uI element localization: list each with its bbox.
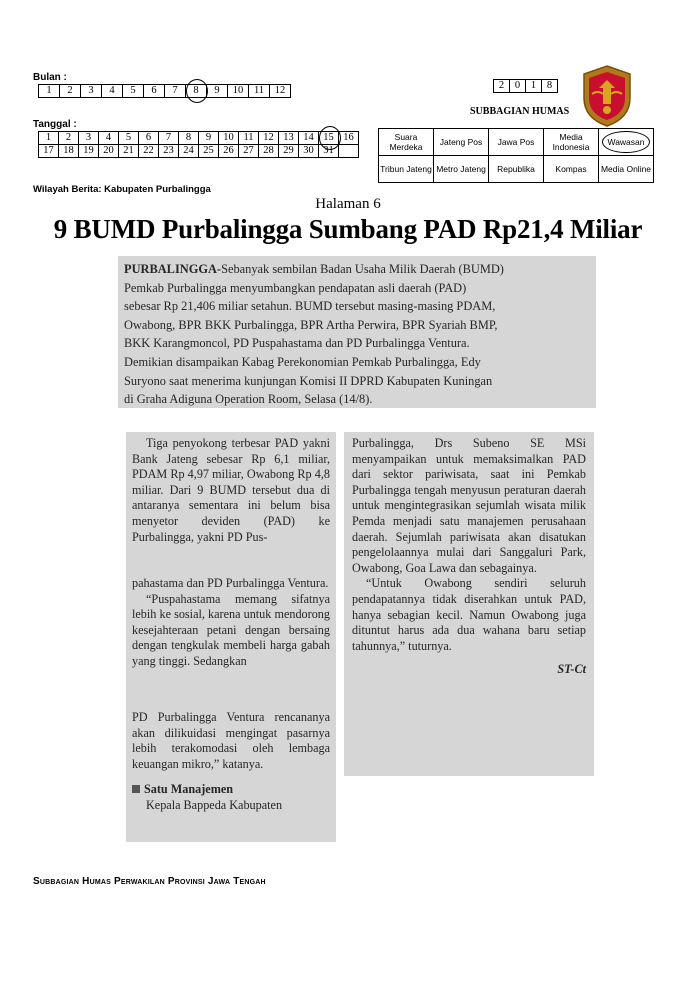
column-1c-text-1: PD Purbalingga Ventura rencananya akan dilikuidasi mengingat pasarnya lebih terakomodasi oleh lembaga keuangan mikro,” katanya. <box>132 710 330 771</box>
date-cell: 25 <box>199 145 219 158</box>
lead-line-4: Owabong, BPR BKK Purbalingga, BPR Artha Perwira, BPR Syariah BMP, <box>124 317 498 332</box>
date-grid <box>38 131 359 158</box>
media-cell: Kompas <box>544 156 599 183</box>
date-cell: 8 <box>179 132 199 145</box>
date-cell: 24 <box>179 145 199 158</box>
headline: 9 BUMD Purbalingga Sumbang PAD Rp21,4 Miliar <box>53 214 643 244</box>
column-1b-text-1: pahastama dan PD Purbalingga Ventura. <box>132 576 329 590</box>
month-cell: 1 <box>39 85 60 98</box>
lead-line-7: Suryono saat menerima kunjungan Komisi II DPRD Kabupaten Kuningan <box>124 373 493 388</box>
unit-title: SUBBAGIAN HUMAS <box>470 106 570 117</box>
column-2-text-1: Purbalingga, Drs Subeno SE MSi menyampaikan untuk memaksimalkan PAD dari sektor pariwisata, saat ini Pemkab Purbalingga tengah menyusun peraturan daerah untuk mengintegrasikan sejumlah wisata milik Pemda menjadi satu manajemen perusahaan daerah. Sejumlah pariwisata akan disatukan pengelolaannya mulai dari Sanggaluri Park, Owabong, Goa Lawa dan sebagainya. <box>352 436 586 575</box>
date-cell: 17 <box>39 145 59 158</box>
column-2 <box>344 432 594 776</box>
lead-line-2: Pemkab Purbalingga menyumbangkan pendapatan asli daerah (PAD) <box>124 280 467 295</box>
date-cell: 28 <box>259 145 279 158</box>
subhead-square-icon <box>132 785 140 793</box>
month-cell: 7 <box>165 85 186 98</box>
media-cell: Jawa Pos <box>489 129 544 156</box>
date-cell: 18 <box>59 145 79 158</box>
subhead-satu-manajemen: Satu Manajemen <box>132 782 330 798</box>
month-cell: 10 <box>228 85 249 98</box>
media-cell: Tribun Jateng <box>379 156 434 183</box>
page-number: Halaman 6 <box>315 196 381 212</box>
date-cell: 30 <box>299 145 319 158</box>
date-cell: 5 <box>119 132 139 145</box>
month-cell: 6 <box>144 85 165 98</box>
lead-line-5: BKK Karangmoncol, PD Puspahastama dan PD Purbalingga Ventura. <box>124 336 470 351</box>
provincial-emblem-logo <box>578 64 636 128</box>
date-cell: 12 <box>259 132 279 145</box>
column-1b-text-2: “Puspahastama memang sifatnya lebih ke sosial, karena untuk mendorong kesejahteraan petani dengan bersaing dengan tengkulak membeli harga gabah yang tinggi. Sedangkan <box>132 591 330 668</box>
date-cell: 16 <box>339 132 359 145</box>
date-cell: 9 <box>199 132 219 145</box>
media-cell: Jateng Pos <box>434 129 489 156</box>
date-cell: 14 <box>299 132 319 145</box>
year-digit-cell: 0 <box>510 80 526 93</box>
date-cell: 29 <box>279 145 299 158</box>
date-cell: 22 <box>139 145 159 158</box>
wilayah-berita: Wilayah Berita: Kabupaten Purbalingga <box>33 184 211 195</box>
tanggal-label: Tanggal : <box>33 119 77 130</box>
column-1-part-a <box>126 432 336 572</box>
year-digit-cell: 2 <box>494 80 510 93</box>
date-cell: 3 <box>79 132 99 145</box>
date-cell: 31 <box>319 145 339 158</box>
date-cell: 13 <box>279 132 299 145</box>
month-cell: 2 <box>60 85 81 98</box>
month-cell: 4 <box>102 85 123 98</box>
date-cell: 20 <box>99 145 119 158</box>
date-cell: 10 <box>219 132 239 145</box>
date-cell: 1 <box>39 132 59 145</box>
dateline: PURBALINGGA- <box>124 262 222 276</box>
footer-unit: Subbagian Humas Perwakilan Provinsi Jawa Tengah <box>33 876 266 887</box>
date-cell: 19 <box>79 145 99 158</box>
month-cell-selected: 8 <box>186 85 207 98</box>
year-digit-cell: 1 <box>526 80 542 93</box>
lead-line-8: di Graha Adiguna Operation Room, Selasa (14/8). <box>124 392 373 407</box>
column-1a-text: Tiga penyokong terbesar PAD yakni Bank Jateng sebesar Rp 6,1 miliar, PDAM Rp 4,97 miliar, Owabong Rp 4,8 miliar. Dari 9 BUMD tersebut dua di antaranya sementara ini belum bisa menyetor deviden (PAD) ke Purbalingga, yakni PD Pus- <box>132 436 330 544</box>
media-cell: Suara Merdeka <box>379 129 434 156</box>
media-cell-selected: Wawasan <box>599 129 654 156</box>
month-cell: 5 <box>123 85 144 98</box>
date-cell: 6 <box>139 132 159 145</box>
date-cell: 21 <box>119 145 139 158</box>
month-cell: 11 <box>249 85 270 98</box>
date-cell: 2 <box>59 132 79 145</box>
date-cell <box>339 145 359 158</box>
lead-line-1: PURBALINGGA-Sebanyak sembilan Badan Usaha Milik Daerah (BUMD) <box>124 262 504 276</box>
month-cell: 12 <box>270 85 291 98</box>
lead-line-3: sebesar Rp 21,406 miliar setahun. BUMD tersebut masing-masing PDAM, <box>124 299 496 314</box>
media-cell: Republika <box>489 156 544 183</box>
month-cell: 9 <box>207 85 228 98</box>
column-2-text-2: “Untuk Owabong sendiri seluruh pendapatannya tidak diserahkan untuk PAD, hanya sebagian kecil. Namun Owabong juga dituntut harus ada dua wahana baru setiap tahunnya,” tuturnya. <box>352 576 586 653</box>
date-cell: 4 <box>99 132 119 145</box>
date-cell-selected: 15 <box>319 132 339 145</box>
date-cell: 27 <box>239 145 259 158</box>
date-cell: 23 <box>159 145 179 158</box>
date-cell: 7 <box>159 132 179 145</box>
year-digit-cell: 8 <box>542 80 558 93</box>
bulan-label: Bulan : <box>33 72 67 83</box>
media-cell: Media Indonesia <box>544 129 599 156</box>
column-1-part-b <box>126 572 336 706</box>
byline: ST-Ct <box>557 662 586 677</box>
media-table <box>378 128 654 183</box>
date-cell: 26 <box>219 145 239 158</box>
year-box <box>493 79 558 93</box>
lead-paragraph <box>118 256 596 408</box>
month-cell: 3 <box>81 85 102 98</box>
media-cell: Media Online <box>599 156 654 183</box>
month-grid <box>38 84 291 98</box>
lead-line-6: Demikian disampaikan Kabag Perekonomian Pemkab Purbalingga, Edy <box>124 354 481 369</box>
column-1-part-c <box>126 706 336 842</box>
media-cell: Metro Jateng <box>434 156 489 183</box>
column-1c-text-2: Kepala Bappeda Kabupaten <box>146 797 283 812</box>
date-cell: 11 <box>239 132 259 145</box>
